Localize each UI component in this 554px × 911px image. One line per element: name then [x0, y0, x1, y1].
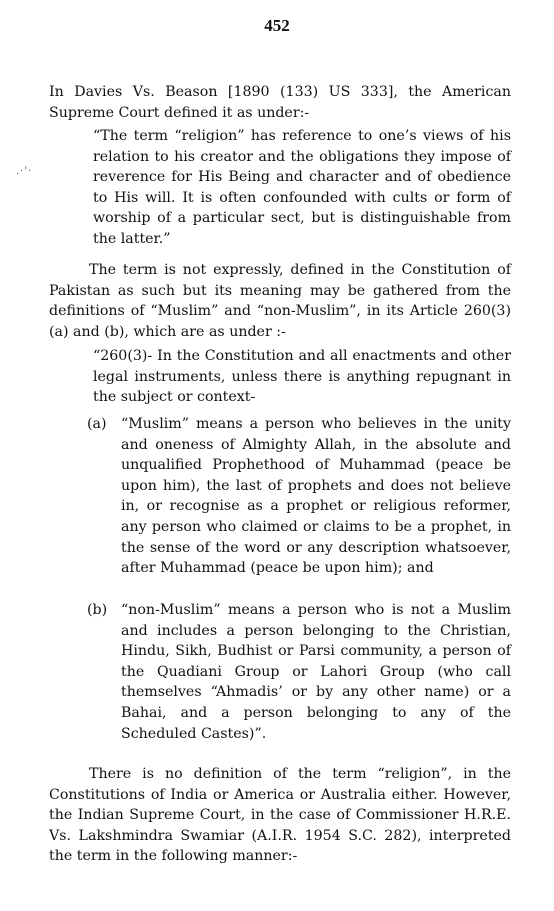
- paragraph-constitution-pakistan: The term is not expressly, defined in the Constitution of Pakistan as such but its meaning may be gathered from the definitions of “Muslim” and “non-Muslim”, in its Article 260(3) (a) and (b), which are as under :-: [49, 262, 511, 340]
- list-item-label: (a): [87, 416, 107, 432]
- list-item-non-muslim-definition: [87, 600, 511, 744]
- list-item-muslim-definition: [87, 414, 511, 579]
- paragraph-davies-vs-beason: In Davies Vs. Beason [1890 (133) US 333], the American Supreme Court defined it as under:-: [49, 84, 511, 121]
- page-number: 452: [264, 16, 290, 35]
- list-item-label: (b): [87, 602, 108, 618]
- block-quote-religion-definition: “The term “religion” has reference to one’s views of his relation to his creator and the obligations they impose of reverence for His Being and character and of obedience to His will. It is often confounded with cults or form of worship of a particular sect, but is distinguishable from the latter.”: [93, 128, 511, 247]
- block-quote-article-260-3: “260(3)- In the Constitution and all enactments and other legal instruments, unless there is anything repugnant in the subject or context-: [93, 348, 511, 406]
- margin-speck: .·'·: [16, 166, 33, 177]
- list-item-text: “non-Muslim” means a person who is not a Muslim and includes a person belonging to the Christian, Hindu, Sikh, Budhist or Parsi community, a person of the Quadiani Group or Lahori Group (who call themselves “Ahmadis’ or by any other name) or a Bahai, and a person belonging to any of the Scheduled Castes)”.: [121, 602, 511, 742]
- list-item-text: “Muslim” means a person who believes in the unity and oneness of Almighty Allah, in the absolute and unqualified Prophethood of Muhammad (peace be upon him), the last of prophets and does not believe in, or recognise as a prophet or religious reformer, any person who claimed or claims to be a prophet, in the sense of the word or any description whatsoever, after Muhammad (peace be upon him); and: [121, 416, 511, 577]
- paragraph-india-america-australia: There is no definition of the term “religion”, in the Constitutions of India or America or Australia either. However, the Indian Supreme Court, in the case of Commissioner H.R.E. Vs. Lakshmindra Swamiar (A.I.R. 1954 S.C. 282), interpreted the term in the following manner:-: [49, 766, 511, 865]
